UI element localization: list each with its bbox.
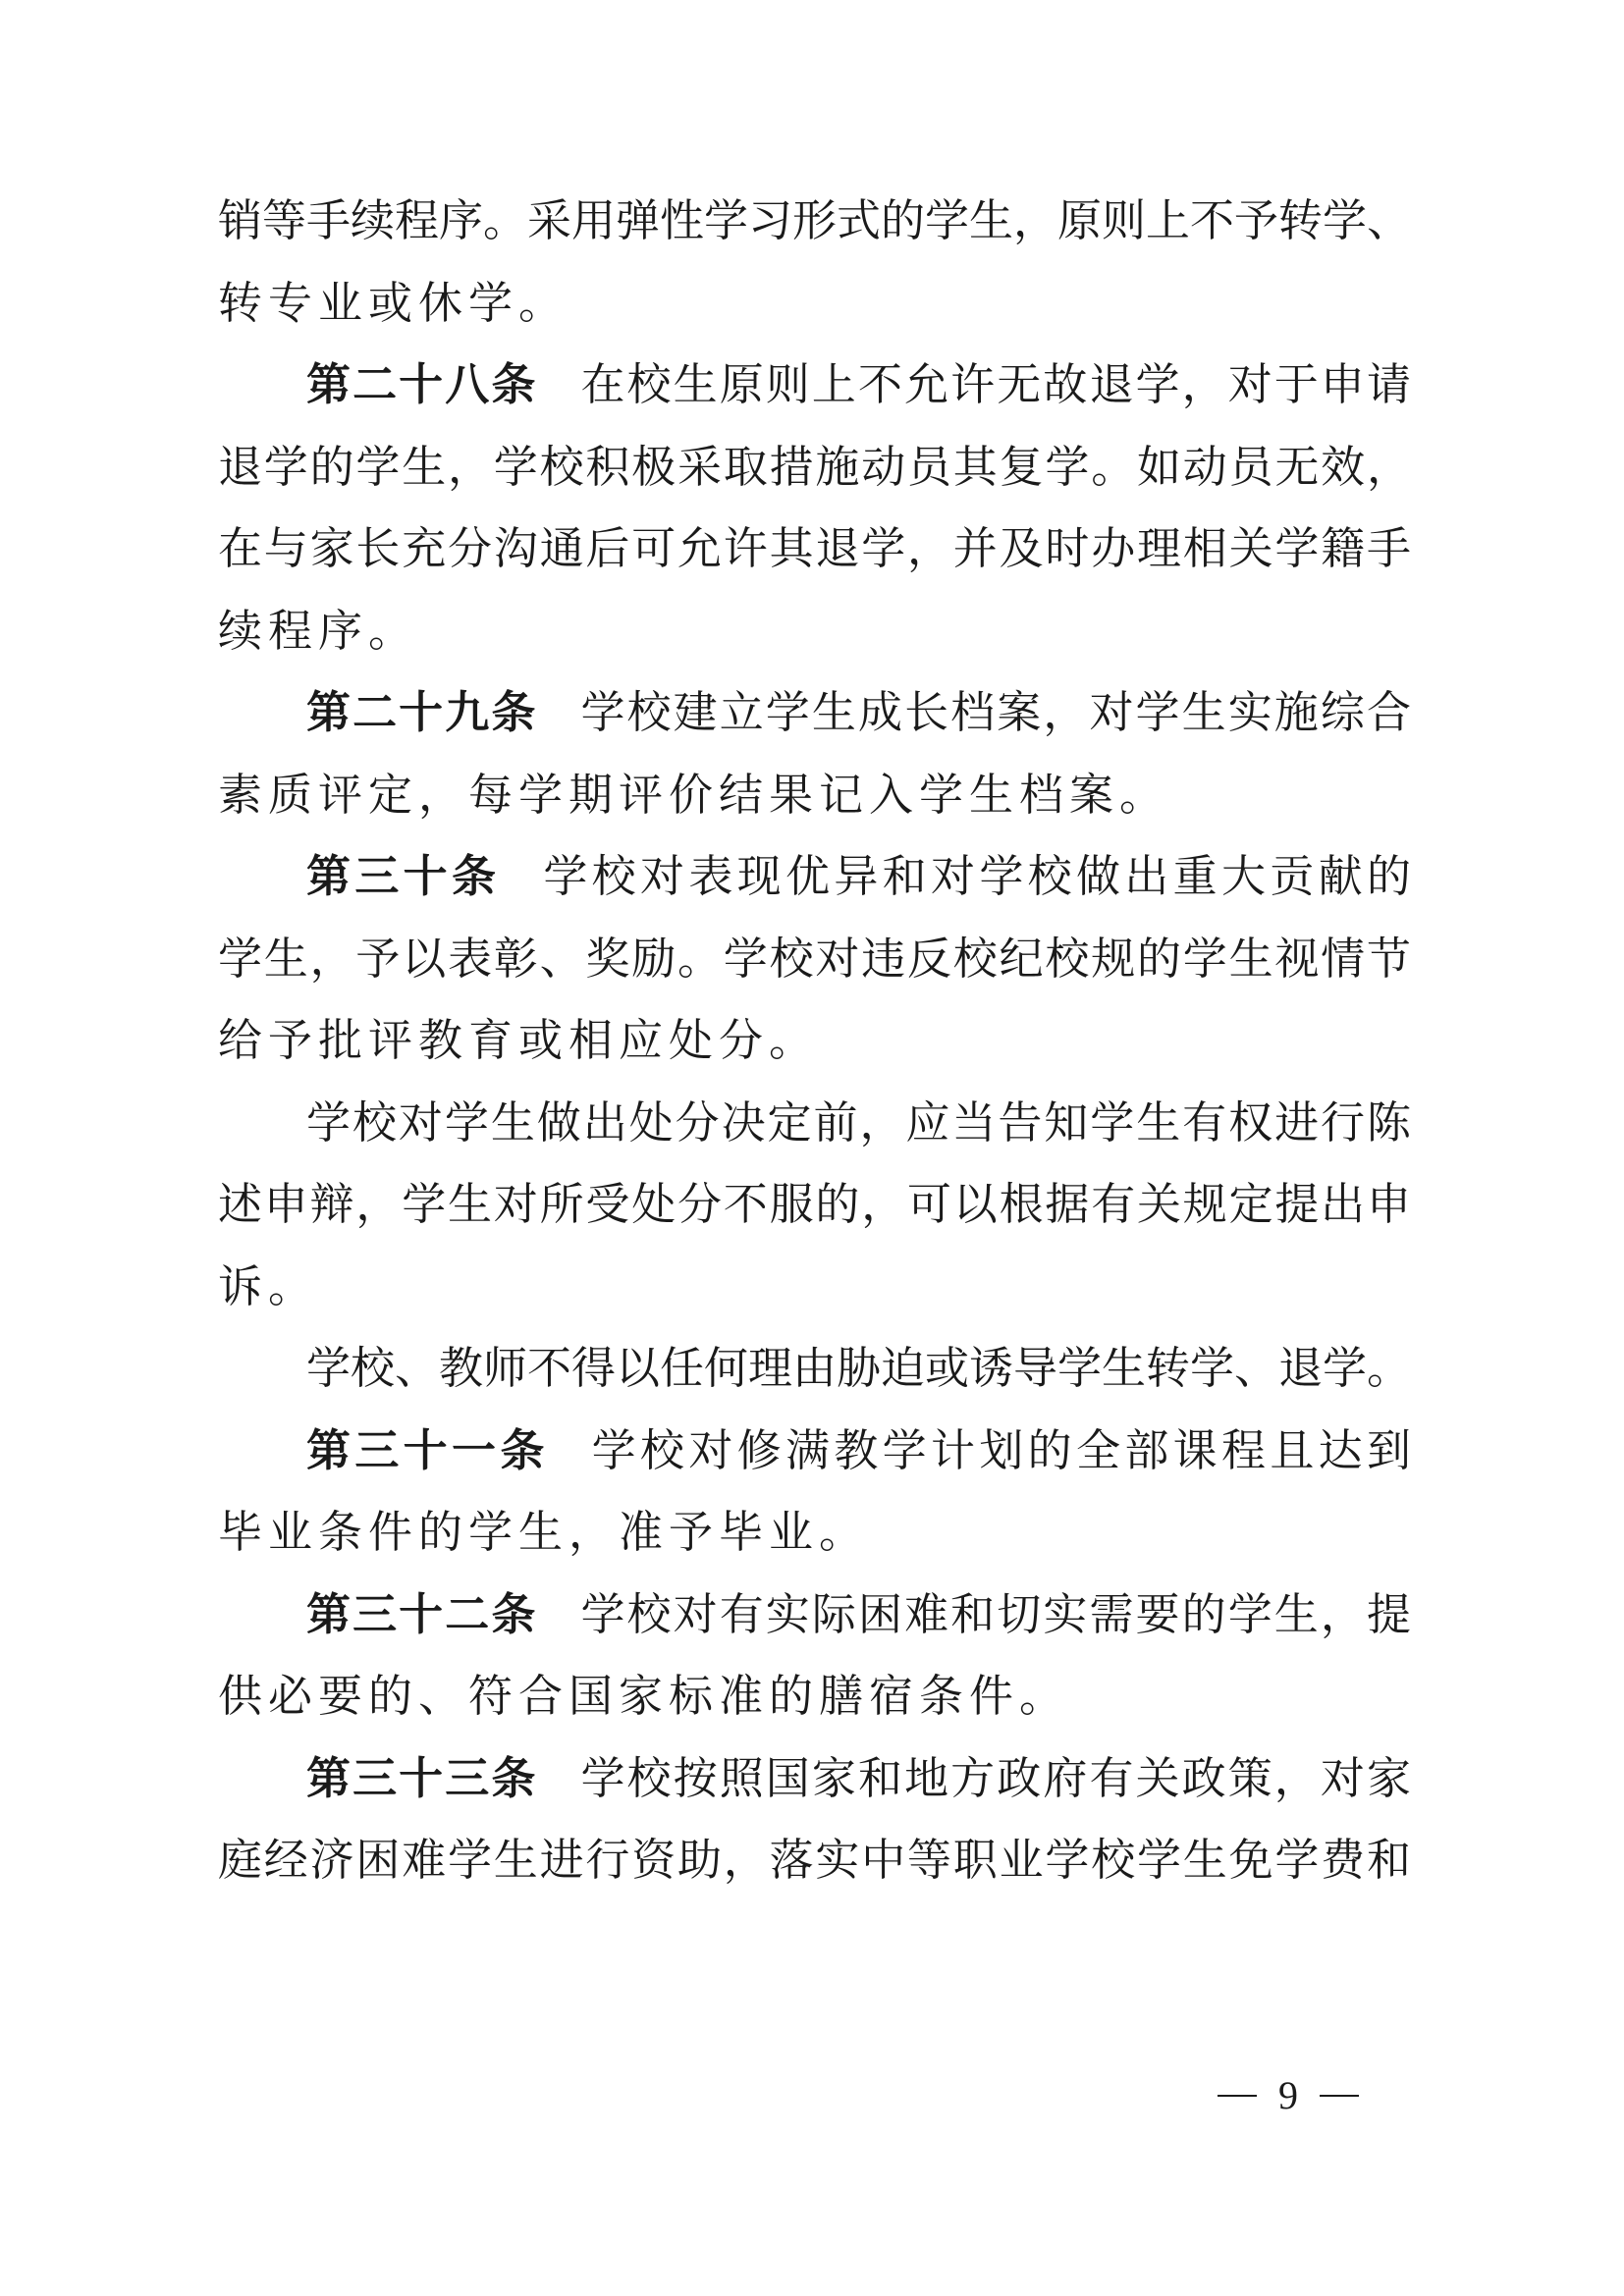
- line-text: 素质评定，每学期评价结果记入学生档案。: [218, 768, 1170, 821]
- line-text: 学校按照国家和地方政府有关政策，对家: [580, 1751, 1411, 1804]
- text-line: [306, 1082, 1411, 1164]
- line-text: 在校生原则上不允许无故退学，对于申请: [580, 358, 1411, 410]
- text-line: [218, 999, 1411, 1082]
- line-text: 续程序。: [218, 604, 419, 657]
- line-text: 庭经济困难学生进行资助，落实中等职业学校学生免学费和: [218, 1834, 1411, 1886]
- text-line: [218, 180, 1411, 262]
- text-line: [218, 918, 1411, 1000]
- article-heading: 第三十条: [306, 850, 501, 902]
- footer-dash-right: [1320, 2095, 1359, 2097]
- text-line: [218, 1491, 1411, 1574]
- line-text: 诉。: [218, 1259, 319, 1312]
- line-text: 转专业或休学。: [218, 276, 569, 329]
- article-heading: 第三十二条: [306, 1587, 538, 1640]
- text-line: [218, 262, 1411, 345]
- article-line: [306, 1737, 1411, 1820]
- text-line: [218, 754, 1411, 836]
- line-text: 毕业条件的学生，准予毕业。: [218, 1506, 870, 1558]
- line-text: 在与家长充分沟通后可允许其退学，并及时办理相关学籍手: [218, 522, 1411, 574]
- line-text: 学校对有实际困难和切实需要的学生，提: [580, 1587, 1411, 1640]
- text-line: [218, 426, 1411, 508]
- text-line: [218, 1246, 1411, 1328]
- line-text: 退学的学生，学校积极采取措施动员其复学。如动员无效，: [218, 440, 1411, 493]
- article-heading: 第二十九条: [306, 686, 538, 738]
- article-line: [306, 344, 1411, 426]
- text-line: [218, 1655, 1411, 1737]
- line-text: 学校对学生做出处分决定前，应当告知学生有权进行陈: [306, 1095, 1411, 1148]
- text-line: [218, 1819, 1411, 1901]
- line-text: 学校对修满教学计划的全部课程且达到: [591, 1423, 1411, 1476]
- article-heading: 第三十一条: [306, 1423, 549, 1476]
- text-line: [218, 507, 1411, 590]
- article-line: [306, 1574, 1411, 1656]
- text-line: [218, 1163, 1411, 1246]
- line-text: 学校对表现优异和对学校做出重大贡献的: [543, 850, 1411, 902]
- line-text: 学校建立学生成长档案，对学生实施综合: [580, 686, 1411, 738]
- page-footer: [1218, 2066, 1414, 2125]
- article-heading: 第三十三条: [306, 1751, 538, 1804]
- line-text: 给予批评教育或相应处分。: [218, 1014, 820, 1066]
- text-line: [306, 1327, 1411, 1410]
- article-line: [306, 835, 1411, 918]
- article-line: [306, 1410, 1411, 1492]
- line-text: 供必要的、符合国家标准的膳宿条件。: [218, 1670, 1070, 1722]
- article-line: [306, 671, 1411, 754]
- line-text: 学校、教师不得以任何理由胁迫或诱导学生转学、退学。: [306, 1342, 1412, 1394]
- article-heading: 第二十八条: [306, 358, 538, 410]
- text-line: [218, 590, 1411, 672]
- footer-dash-left: [1218, 2095, 1257, 2097]
- line-text: 学生，予以表彰、奖励。学校对违反校纪校规的学生视情节: [218, 932, 1411, 985]
- line-text: 销等手续程序。采用弹性学习形式的学生，原则上不予转学、: [218, 194, 1412, 246]
- page-number: 9: [1278, 2073, 1298, 2117]
- line-text: 述申辩，学生对所受处分不服的，可以根据有关规定提出申: [218, 1178, 1411, 1230]
